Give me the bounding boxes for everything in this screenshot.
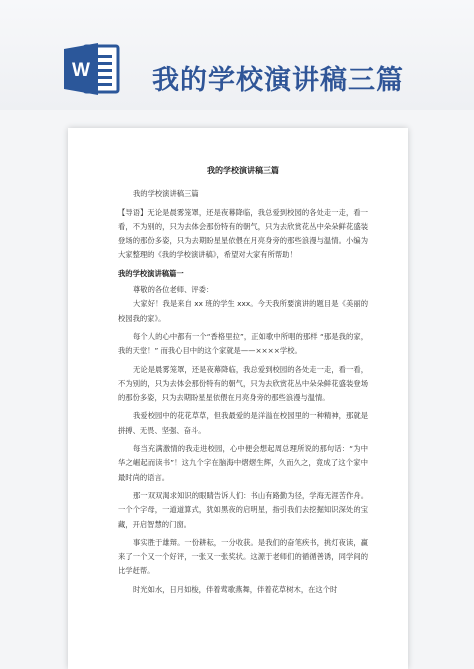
- paragraph: 事实胜于雄辩。一份耕耘，一分收获。是我们的奋笔疾书，挑灯夜读，赢来了一个又一个好评，一张又一张奖状。这源于老师们的循循善诱，同学间的比学赶帮。: [118, 537, 368, 576]
- paragraph: 无论是晨雾笼罩，还是夜幕降临，我总爱到校园的各处走一走，看一看，不为别的，只为去体会那份特有的朝气，只为去欣赏花丛中朵朵鲜花盛装登场的那份多姿，只为去期盼星星依偎在月亮身旁的那些浪漫与温情。: [118, 364, 368, 403]
- paragraph: 每当充满激情的我走进校园，心中便会想起周总理所说的那句话：“为中华之崛起而读书”！这九个字在脑海中熠熠生辉，久而久之，竟成了这个家中最时尚的语言。: [118, 444, 368, 482]
- document-page: [68, 128, 408, 669]
- section-heading: 我的学校演讲稿篇一: [118, 268, 184, 278]
- word-icon-letter: W: [72, 60, 90, 81]
- paragraph: 时光如水，日月如梭，伴着莺歌燕舞，伴着花草树木，在这个时: [133, 584, 338, 594]
- paragraph: 每个人的心中都有一个“香格里拉”，正如歌中所唱的那样 “那是我的家，我的天堂！” 而我心目中的这个家就是——××××学校。: [118, 331, 368, 356]
- banner-title: 我的学校演讲稿三篇: [152, 65, 404, 96]
- paragraph: 大家好！我是来自 xx 班的学生 xxx。今天我所要演讲的题目是《美丽的校园我的家》。: [118, 299, 368, 323]
- paragraph: 我爱校园中的花花草草，但我最爱的是洋溢在校园里的一种精神，那就是拼搏、无畏、坚强、奋斗。: [118, 411, 368, 435]
- paragraph: 那一双双渴求知识的眼睛告诉人们：书山有路勤为径，学海无涯苦作舟。一个个字母，一道道算式，犹如黑夜的启明星，指引我们去挖掘知识深处的宝藏，开启智慧的门窗。: [118, 490, 368, 529]
- document-body: [118, 164, 368, 601]
- word-document-icon: [62, 40, 124, 98]
- paragraph: 我的学校演讲稿三篇: [133, 189, 199, 199]
- paragraph: 【导语】无论是晨雾笼罩，还是夜幕降临，我总爱到校园的各处走一走，看一看，不为别的，只为去体会那份特有的朝气，只为去欣赏花丛中朵朵鲜花盛装登场的那份多姿，只为去期盼星星依偎在月亮身旁的那些浪漫与温情。小编为大家整理的《我的学校演讲稿》，希望对大家有所帮助！: [118, 207, 368, 260]
- document-title: 我的学校演讲稿三篇: [207, 166, 279, 175]
- paragraph: 尊敬的各位老师、评委：: [133, 285, 214, 295]
- header-banner: [0, 0, 474, 110]
